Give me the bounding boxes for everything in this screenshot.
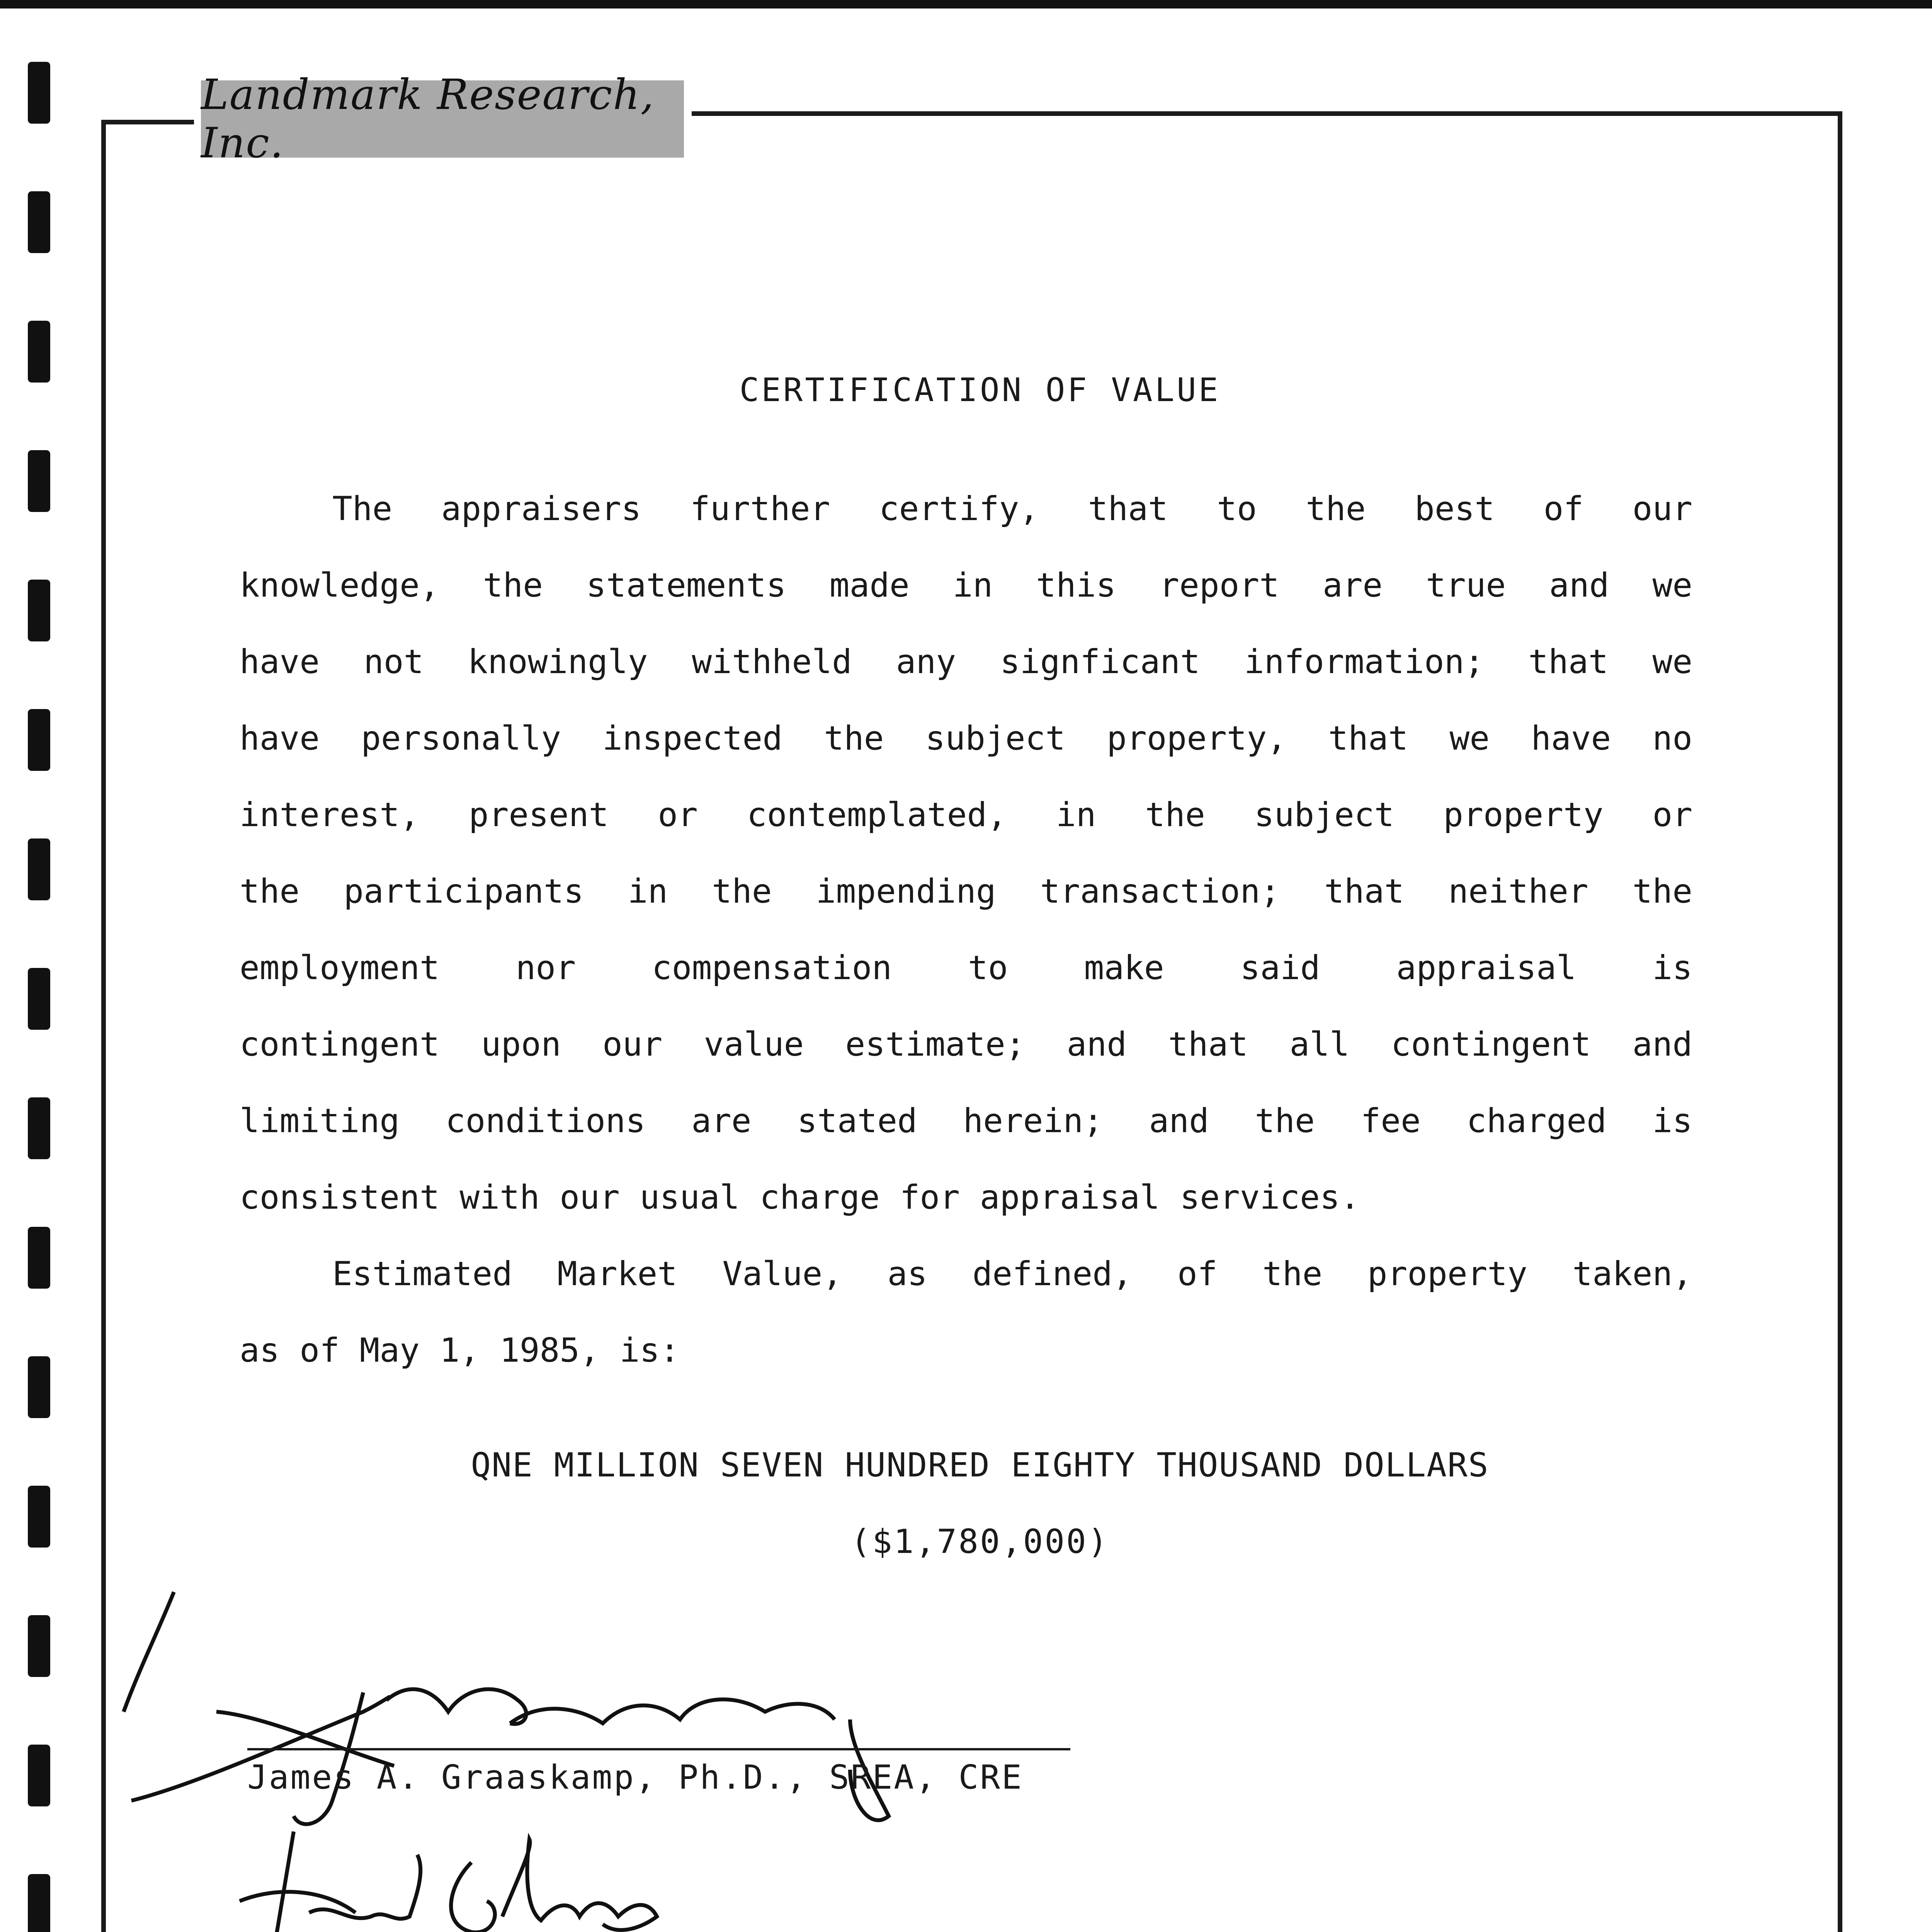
page-frame-top (692, 111, 1842, 116)
binder-hole (28, 709, 50, 771)
binder-hole (28, 1874, 50, 1932)
paragraph-line: knowledge, the statements made in this report are true and we (240, 566, 1692, 605)
binder-hole (28, 1097, 50, 1159)
paragraph-line: as of May 1, 1985, is: (240, 1331, 680, 1370)
paragraph-line: the participants in the impending transaction; that neither the (240, 872, 1692, 911)
value-in-words: QNE MILLION SEVEN HUNDRED EIGHTY THOUSAND DOLLARS (471, 1446, 1489, 1485)
paragraph-line: contingent upon our value estimate; and that all contingent and (240, 1025, 1692, 1064)
paragraph-line: interest, present or contemplated, in the subject property or (240, 796, 1692, 834)
document-title: CERTIFICATION OF VALUE (739, 371, 1221, 409)
signer-name: James A. Graaskamp, Ph.D., SREA, CRE (247, 1758, 1023, 1797)
paragraph-line: have not knowingly withheld any signficant information; that we (240, 643, 1692, 681)
binder-hole (28, 1745, 50, 1806)
certification-paragraph (240, 471, 1692, 1236)
paragraph-line: employment nor compensation to make said appraisal is (240, 949, 1692, 987)
paragraph-line: have personally inspected the subject property, that we have no (240, 719, 1692, 758)
paragraph-line: Estimated Market Value, as defined, of the property taken, (332, 1255, 1692, 1293)
binder-holes (28, 62, 51, 1932)
binder-hole (28, 1356, 50, 1418)
signature-shlaes-handwritten (232, 1824, 696, 1932)
signature-graaskamp-handwritten (116, 1584, 927, 1855)
signature-line (247, 1748, 1070, 1750)
binder-hole (28, 450, 50, 512)
binder-hole (28, 191, 50, 253)
letterhead-logo (201, 71, 684, 167)
letterhead-company-name: Landmark Research, Inc. (201, 71, 655, 167)
binder-hole (28, 968, 50, 1030)
paragraph-line: consistent with our usual charge for appraisal services. (240, 1178, 1360, 1217)
binder-hole (28, 1227, 50, 1289)
binder-hole (28, 1615, 50, 1677)
binder-hole (28, 838, 50, 900)
page-frame-top (101, 120, 194, 124)
binder-hole (28, 580, 50, 641)
paragraph-line: limiting conditions are stated herein; and the fee charged is (240, 1102, 1692, 1140)
market-value-paragraph (240, 1236, 1692, 1389)
paragraph-line: The appraisers further certify, that to the best of our (332, 490, 1692, 528)
page-top-edge (0, 0, 1932, 9)
value-amount: ($1,780,000) (850, 1522, 1109, 1561)
binder-hole (28, 62, 50, 124)
